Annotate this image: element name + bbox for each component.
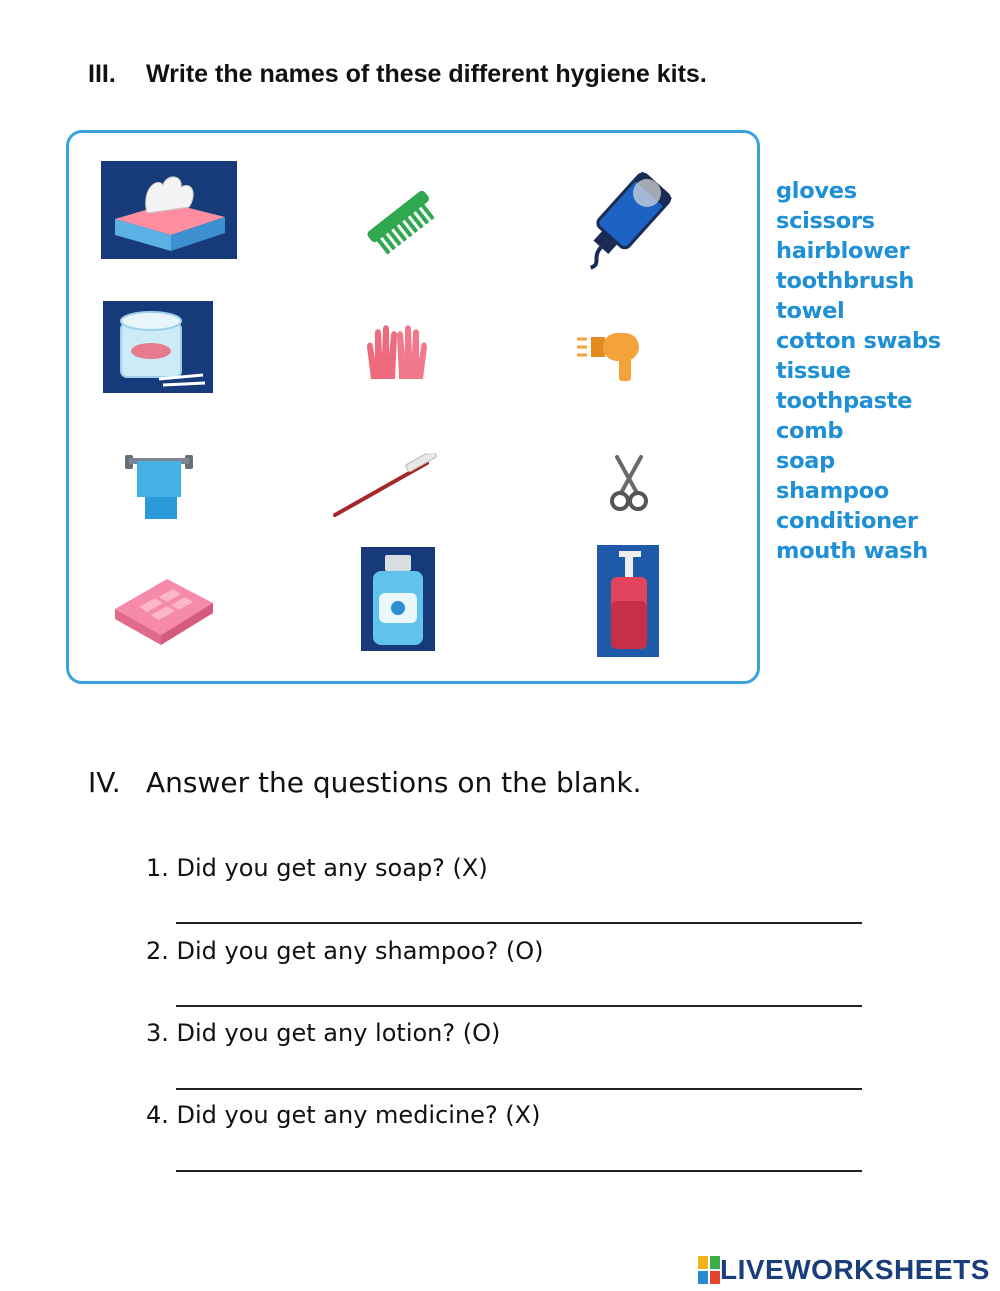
- answer-blank-1[interactable]: [176, 922, 862, 924]
- comb-icon: [361, 185, 441, 255]
- question-3: 3. Did you get any lotion? (O): [146, 1019, 501, 1047]
- soap-icon: [111, 567, 217, 647]
- question-2: 2. Did you get any shampoo? (O): [146, 937, 544, 965]
- section-4-number: IV.: [88, 766, 121, 799]
- word-bank-item: toothpaste: [776, 388, 913, 414]
- hairblower-icon: [573, 329, 645, 385]
- word-bank-item: scissors: [776, 208, 875, 234]
- mouthwash-bottle-icon: [361, 547, 435, 651]
- live-badge-icon: [698, 1256, 720, 1284]
- word-bank-item: toothbrush: [776, 268, 915, 294]
- toothbrush-icon: [331, 453, 443, 519]
- word-bank-item: mouth wash: [776, 538, 928, 564]
- word-bank-item: gloves: [776, 178, 857, 204]
- word-bank-item: comb: [776, 418, 844, 444]
- picture-frame: [66, 130, 760, 684]
- word-bank-item: shampoo: [776, 478, 889, 504]
- answer-blank-4[interactable]: [176, 1170, 862, 1172]
- section-4-heading: [88, 766, 642, 799]
- word-bank-item: hairblower: [776, 238, 910, 264]
- question-1: 1. Did you get any soap? (X): [146, 854, 488, 882]
- pump-bottle-icon: [597, 545, 659, 657]
- word-bank: [776, 176, 941, 566]
- liveworksheets-logo: [698, 1254, 990, 1286]
- gloves-icon: [361, 321, 433, 387]
- word-bank-item: conditioner: [776, 508, 918, 534]
- logo-text: LIVEWORKSHEETS: [720, 1254, 990, 1285]
- answer-blank-2[interactable]: [176, 1005, 862, 1007]
- section-3-title: Write the names of these different hygiene kits.: [146, 60, 707, 88]
- section-3-number: III.: [88, 60, 116, 88]
- section-4-title: Answer the questions on the blank.: [146, 766, 642, 799]
- toothpaste-icon: [565, 169, 677, 281]
- section-3-heading: [88, 60, 707, 89]
- scissors-icon: [609, 453, 649, 513]
- towel-icon: [121, 449, 197, 521]
- tissue-box-icon: [101, 161, 237, 259]
- question-4: 4. Did you get any medicine? (X): [146, 1101, 541, 1129]
- word-bank-item: cotton swabs: [776, 328, 941, 354]
- answer-blank-3[interactable]: [176, 1088, 862, 1090]
- word-bank-item: soap: [776, 448, 835, 474]
- word-bank-item: tissue: [776, 358, 851, 384]
- word-bank-item: towel: [776, 298, 845, 324]
- cotton-swabs-jar-icon: [103, 301, 213, 393]
